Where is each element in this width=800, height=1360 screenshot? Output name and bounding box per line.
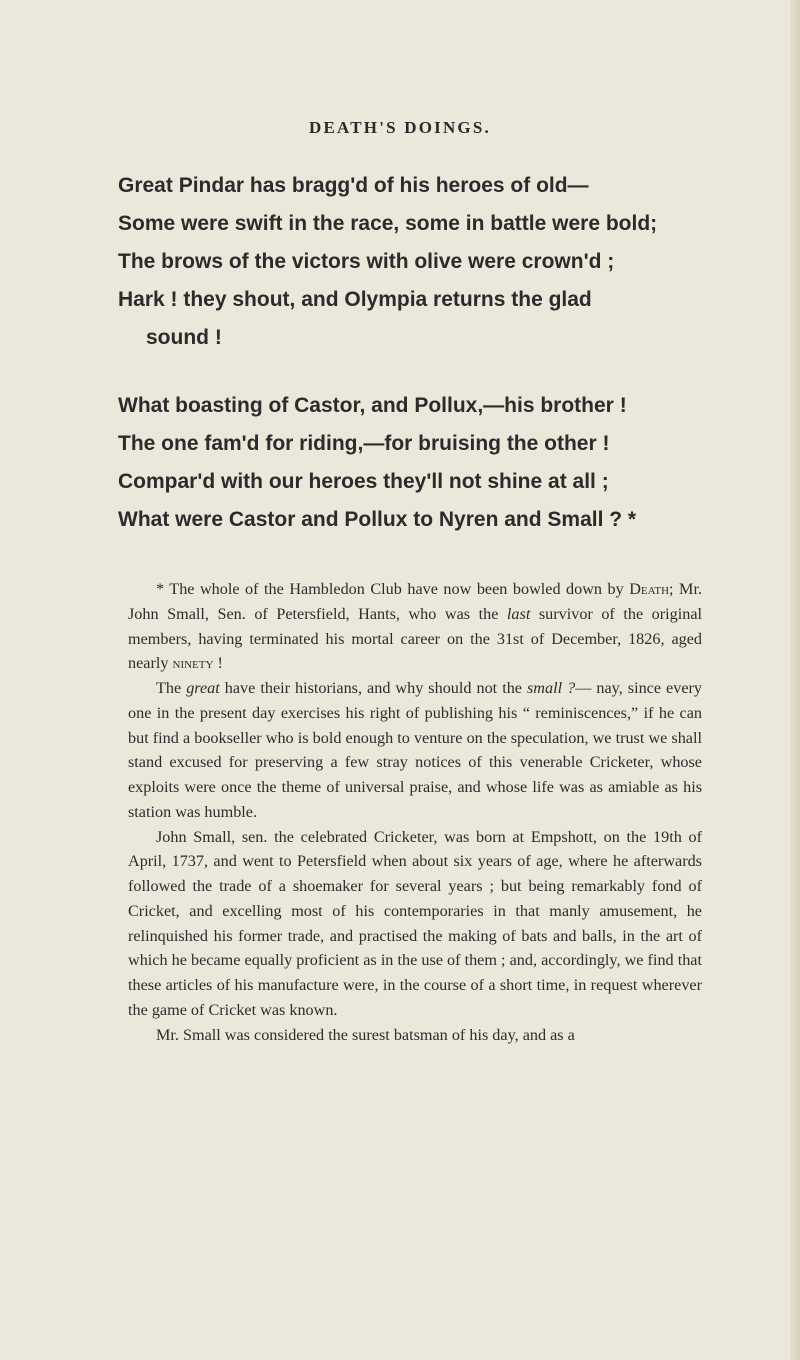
poem-line: The brows of the victors with olive were crown'd ; — [118, 250, 615, 273]
poem-line: sound ! — [146, 326, 222, 349]
footnote-text: survivor of the original members, having terminated his mortal career on the 31st of December, 1826, aged nearly — [128, 604, 703, 673]
poem-line: Some were swift in the race, some in battle were bold; — [118, 212, 658, 235]
page-edge — [790, 0, 800, 1360]
footnote-text: ! — [213, 654, 223, 673]
small-italic: small ? — [527, 679, 576, 697]
footnote-paragraph-2 — [128, 676, 702, 825]
poem-stanza-2 — [118, 387, 718, 539]
poem-line: Hark ! they shout, and Olympia returns the glad — [118, 288, 592, 311]
poem-line: What boasting of Castor, and Pollux,—his brother ! — [118, 394, 627, 417]
poem-line: Great Pindar has bragg'd of his heroes of old— — [118, 174, 589, 197]
footnote-paragraph-1 — [128, 577, 702, 676]
footnote-text: ; Mr. John Small, Sen. of Petersfield, Hants, who was the — [128, 580, 702, 623]
running-head: DEATH'S DOINGS. — [309, 118, 491, 137]
footnote-text: — nay, since every one in the present day exercises his right of publishing his “ reminiscences,” if he can but find a bookseller who is bold enough to venture on the speculation, we trust we shall stand excused for preserving a few stray notices of this venerable Cricketer, whose exploits were once the theme of universal praise, and whose life was as amiable as his station was humble. — [128, 679, 702, 821]
poem-stanza-1 — [118, 167, 718, 357]
death-small-caps: Death — [629, 580, 670, 598]
footnote — [128, 577, 702, 1047]
ninety-small-caps: ninety — [172, 654, 214, 673]
footnote-text: The — [156, 679, 187, 697]
footnote-text: have their historians, and why should not the — [219, 679, 527, 697]
footnote-text: * The whole of the Hambledon Club have now been bowled down by — [156, 580, 630, 598]
great-italic: great — [186, 679, 220, 697]
last-italic: last — [506, 604, 531, 623]
poem-line: The one fam'd for riding,—for bruising the other ! — [118, 432, 610, 455]
poem-line: Compar'd with our heroes they'll not shine at all ; — [118, 470, 609, 493]
footnote-paragraph-4: Mr. Small was considered the surest batsman of his day, and as a — [156, 1025, 575, 1044]
footnote-paragraph-3: John Small, sen. the celebrated Cricketer, was born at Empshott, on the 19th of April, 1737, and went to Petersfield when about six years of age, where he afterwards followed the trade of a shoemaker for several years ; but being remarkably fond of Cricket, and excelling most of his contemporaries in that manly amusement, he relinquished his former trade, and practised the making of bats and balls, in the art of which he became equally proficient as in the use of them ; and, accordingly, we find that these articles of his manufacture were, in the course of a short time, in request wherever the game of Cricket was known. — [128, 827, 702, 1019]
poem-line: What were Castor and Pollux to Nyren and Small ? * — [118, 508, 637, 531]
